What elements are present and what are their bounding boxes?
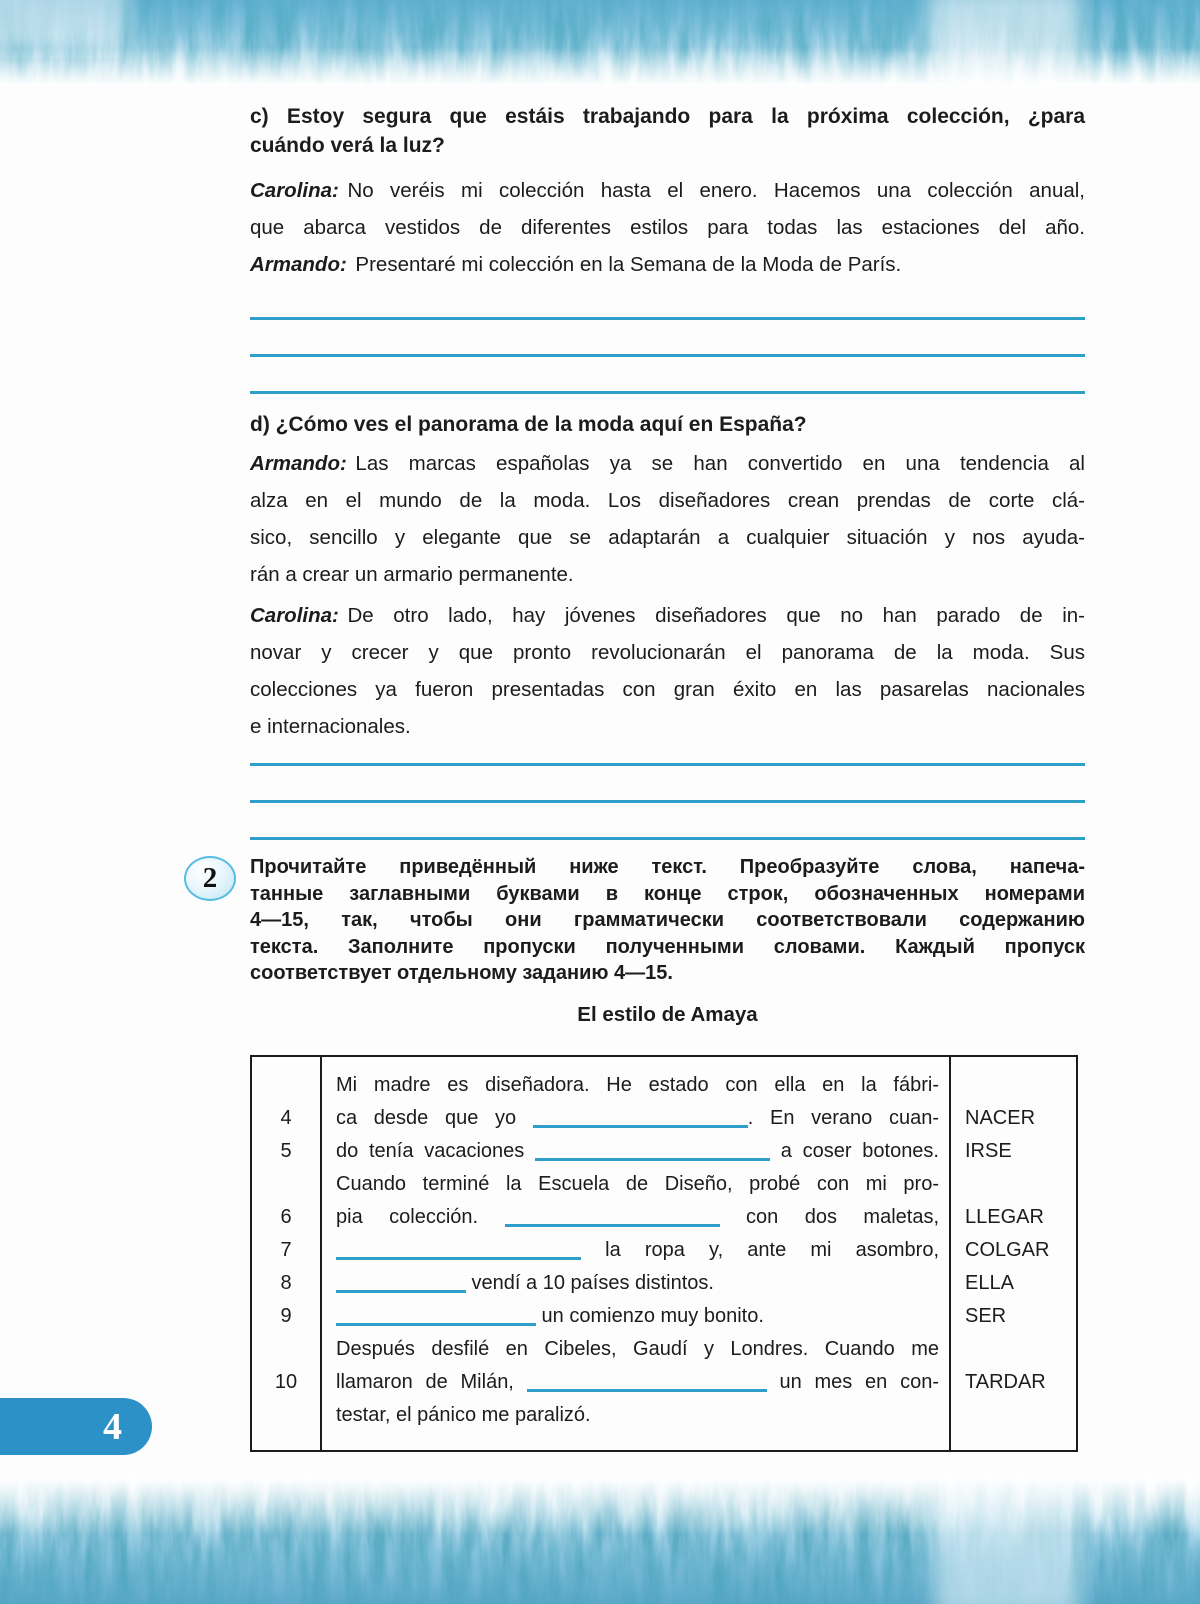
fill-in-blank[interactable] — [505, 1223, 720, 1227]
table-row-number — [252, 1057, 320, 1102]
fill-in-blank[interactable] — [336, 1256, 581, 1260]
table-text-line — [320, 1300, 951, 1333]
table-text-segment: llamaron de Milán, — [336, 1370, 527, 1393]
dialogue-line: que abarca vestidos de diferentes estilos para todas las estaciones del año. — [250, 216, 1085, 239]
speaker-name: Carolina: — [250, 179, 339, 202]
page-number-badge — [0, 1398, 152, 1455]
table-text-line — [320, 1399, 951, 1450]
fill-in-blank[interactable] — [533, 1124, 748, 1128]
table-text-segment: do tenía vacaciones — [336, 1139, 536, 1162]
table-text-segment: ca desde que yo — [336, 1106, 533, 1129]
table-text-line — [320, 1102, 951, 1135]
table-text-segment: un comienzo muy bonito. — [536, 1304, 764, 1327]
table-row-number: 8 — [280, 1271, 292, 1294]
question-d-heading — [250, 410, 1085, 439]
dialogue-line: Armando: Presentaré mi colección en la Semana de la Moda de París. — [250, 253, 902, 276]
watercolor-bottom-decoration — [0, 1478, 1200, 1604]
dialogue-line: e internacionales. — [250, 715, 411, 738]
heading-line: cuándo verá la luz? — [250, 134, 445, 157]
text-title: El estilo de Amaya — [577, 1002, 758, 1026]
table-keyword — [951, 1399, 1076, 1450]
fill-in-blank[interactable] — [336, 1289, 466, 1293]
heading-line: d) ¿Cómo ves el panorama de la moda aquí en España? — [250, 413, 807, 436]
table-text-segment: un mes en con- — [766, 1370, 939, 1393]
table-keyword — [951, 1168, 1076, 1201]
table-text-segment: con dos maletas, — [719, 1205, 939, 1228]
speaker-name: Armando: — [250, 452, 347, 475]
table-keyword: TARDAR — [965, 1370, 1046, 1393]
table-keyword: ELLA — [965, 1271, 1014, 1294]
table-row-number — [252, 1333, 320, 1366]
instruction-line: Прочитайте приведённый ниже текст. Преобразуйте слова, напеча- — [250, 856, 1085, 878]
table-text-segment: testar, el pánico me paralizó. — [336, 1403, 591, 1426]
page-content — [202, 0, 1085, 1452]
carolina-answer-d — [250, 597, 1085, 745]
table-keyword — [951, 1333, 1076, 1366]
armando-answer-c — [250, 246, 1085, 283]
table-text-segment: a coser botones. — [770, 1139, 939, 1162]
answer-line[interactable] — [250, 283, 1085, 320]
table-keyword: COLGAR — [965, 1238, 1050, 1261]
table-row-number — [252, 1399, 320, 1450]
task-2 — [202, 854, 1085, 987]
fill-in-blank[interactable] — [535, 1157, 770, 1161]
table-keyword: SER — [965, 1304, 1007, 1327]
table-keyword: NACER — [965, 1106, 1036, 1129]
question-c-heading — [250, 102, 1085, 160]
table-text-segment: Después desfilé en Cibeles, Gaudí y Londres. Cuando me — [336, 1337, 939, 1360]
table-text-segment: la ropa y, ante mi asombro, — [581, 1238, 939, 1261]
table-row-number: 7 — [280, 1238, 292, 1261]
speaker-name: Carolina: — [250, 604, 339, 627]
task-number-badge — [184, 856, 236, 901]
exercise-table — [250, 1055, 1078, 1452]
table-text-segment: Cuando terminé la Escuela de Diseño, probé con mi pro- — [336, 1172, 939, 1195]
dialogue-line: alza en el mundo de la moda. Los diseñadores crean prendas de corte clá- — [250, 489, 1085, 512]
fill-in-blank[interactable] — [527, 1388, 767, 1392]
fill-in-blank[interactable] — [336, 1322, 536, 1326]
table-row-number — [252, 1168, 320, 1201]
answer-lines-d — [250, 729, 1085, 840]
instruction-line: танные заглавными буквами в конце строк, обозначенных номерами — [250, 882, 1085, 905]
answer-line[interactable] — [250, 357, 1085, 394]
dialogue-line: novar y crecer y que pronto revolucionarán el panorama de la moda. Sus — [250, 641, 1085, 664]
table-text-segment: . En verano cuan- — [747, 1106, 939, 1129]
answer-lines-c — [250, 283, 1085, 394]
instruction-line: текста. Заполните пропуски полученными словами. Каждый пропуск — [250, 935, 1085, 958]
table-keyword — [951, 1057, 1076, 1102]
answer-line[interactable] — [250, 320, 1085, 357]
page-number: 4 — [103, 1405, 122, 1448]
table-text-segment: pia colección. — [336, 1205, 505, 1228]
dialogue-line: colecciones ya fueron presentadas con gran éxito en las pasarelas nacionales — [250, 678, 1085, 701]
armando-answer-d — [250, 445, 1085, 593]
table-text-line — [320, 1234, 951, 1267]
table-keyword: IRSE — [965, 1139, 1012, 1162]
dialogue-line: Armando: Las marcas españolas ya se han convertido en una tendencia al — [250, 452, 1085, 475]
speaker-name: Armando: — [250, 253, 347, 276]
instruction-line: 4—15, так, чтобы они грамматически соответствовали содержанию — [250, 909, 1085, 931]
dialogue-line: Carolina: No veréis mi colección hasta el enero. Hacemos una colección anual, — [250, 179, 1085, 202]
table-row-number: 9 — [280, 1304, 292, 1327]
table-keyword: LLEGAR — [965, 1205, 1044, 1228]
answer-line[interactable] — [250, 803, 1085, 840]
table-text-line — [320, 1267, 951, 1300]
table-text-line — [320, 1135, 951, 1168]
table-text-line — [320, 1201, 951, 1234]
dialogue-line: sico, sencillo y elegante que se adaptarán a cualquier situación y nos ayuda- — [250, 526, 1085, 549]
task-number: 2 — [202, 862, 218, 894]
table-row-number: 10 — [274, 1370, 298, 1393]
answer-line[interactable] — [250, 766, 1085, 803]
table-text-line — [320, 1168, 951, 1201]
heading-line: c) Estoy segura que estáis trabajando para la próxima colección, ¿para — [250, 105, 1085, 128]
dialogue-line: rán a crear un armario permanente. — [250, 563, 574, 586]
table-text-line — [320, 1333, 951, 1366]
table-row-number: 5 — [280, 1139, 292, 1162]
carolina-answer-c — [250, 172, 1085, 246]
table-row-number: 4 — [280, 1106, 292, 1129]
task-instruction — [250, 854, 1085, 987]
table-text-segment: vendí a 10 países distintos. — [466, 1271, 714, 1294]
instruction-line: соответствует отдельному заданию 4—15. — [250, 962, 673, 984]
table-row-number: 6 — [280, 1205, 292, 1228]
table-text-segment: Mi madre es diseñadora. He estado con ella en la fábri- — [336, 1073, 939, 1096]
table-text-line — [320, 1366, 951, 1399]
table-text-line — [320, 1057, 951, 1102]
dialogue-line: Carolina: De otro lado, hay jóvenes diseñadores que no han parado de in- — [250, 604, 1085, 627]
